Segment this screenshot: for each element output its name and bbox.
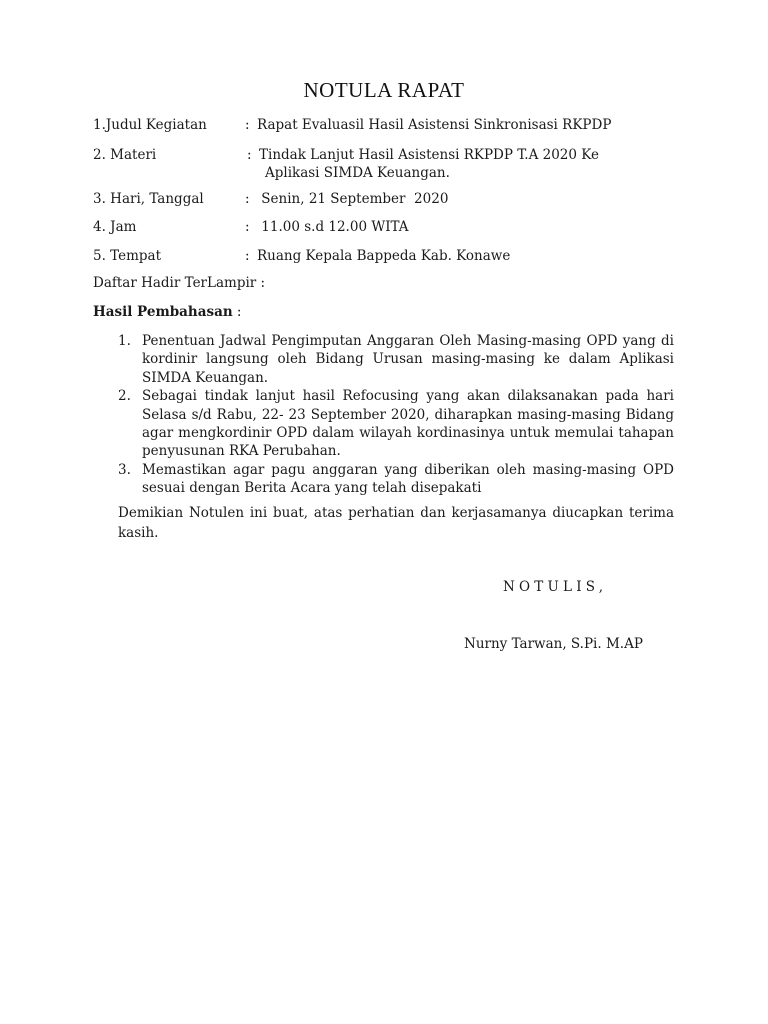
- hasil-pembahasan-label: Hasil Pembahasan: [93, 304, 233, 320]
- daftar-hadir-text: Daftar Hadir TerLampir :: [93, 275, 266, 291]
- hasil-pembahasan-heading: [93, 304, 241, 320]
- info-colon: :: [245, 219, 250, 235]
- list-item-number: 1.: [118, 333, 131, 349]
- info-label: 5. Tempat: [93, 248, 162, 264]
- info-label: 1.Judul Kegiatan: [93, 117, 207, 133]
- list-item-number: 2.: [118, 388, 131, 405]
- document-title: NOTULA RAPAT: [303, 78, 465, 102]
- info-colon: :: [245, 191, 250, 207]
- hasil-list: [118, 332, 674, 498]
- info-row-tempat: [93, 247, 697, 265]
- info-value: 11.00 s.d 12.00 WITA: [257, 219, 409, 235]
- info-value: Rapat Evaluasil Hasil Asistensi Sinkronisasi RKPDP: [257, 117, 612, 133]
- hasil-pembahasan-colon: :: [232, 304, 242, 320]
- info-label: 3. Hari, Tanggal: [93, 191, 204, 207]
- info-row-judul-kegiatan: [93, 116, 697, 134]
- closing-paragraph: Demikian Notulen ini buat, atas perhatian dan kerjasamanya diucapkan terima kasih.: [118, 505, 674, 541]
- info-row-jam: [93, 218, 697, 236]
- list-item-text: Penentuan Jadwal Pengimputan Anggaran Oleh Masing-masing OPD yang di kordinir langsung oleh Bidang Urusan masing-masing ke dalam Aplikasi SIMDA Keuangan.: [142, 333, 674, 386]
- info-value-line2: Aplikasi SIMDA Keuangan.: [265, 165, 450, 181]
- info-colon: :: [247, 147, 252, 163]
- list-item-text: Memastikan agar pagu anggaran yang diberikan oleh masing-masing OPD sesuai dengan Berita Acara yang telah disepakati: [142, 461, 674, 497]
- notulis-label: NOTULIS,: [503, 579, 608, 595]
- info-value: Ruang Kepala Bappeda Kab. Konawe: [257, 248, 511, 264]
- list-item: [118, 387, 674, 461]
- info-colon: :: [245, 117, 250, 133]
- info-value-line1: Tindak Lanjut Hasil Asistensi RKPDP T.A 2020 Ke: [259, 147, 599, 163]
- info-label: 2. Materi: [93, 147, 157, 163]
- info-row-materi: [93, 146, 699, 182]
- info-colon: :: [245, 248, 250, 264]
- list-item: [118, 461, 674, 498]
- list-item-text: Sebagai tindak lanjut hasil Refocusing yang akan dilaksanakan pada hari Selasa s/d Rabu, 22- 23 September 2020, diharapkan masing-masing Bidang agar mengkordinir OPD dalam wilayah kordinasinya untuk memulai tahapan penyusunan RKA Perubahan.: [142, 388, 674, 460]
- list-item: [118, 332, 674, 387]
- info-row-hari-tanggal: [93, 190, 697, 208]
- list-item-number: 3.: [118, 461, 131, 478]
- info-value: [259, 146, 699, 182]
- info-value: Senin, 21 September 2020: [257, 191, 449, 207]
- info-label: 4. Jam: [93, 219, 137, 235]
- signer-name: Nurny Tarwan, S.Pi. M.AP: [464, 636, 643, 652]
